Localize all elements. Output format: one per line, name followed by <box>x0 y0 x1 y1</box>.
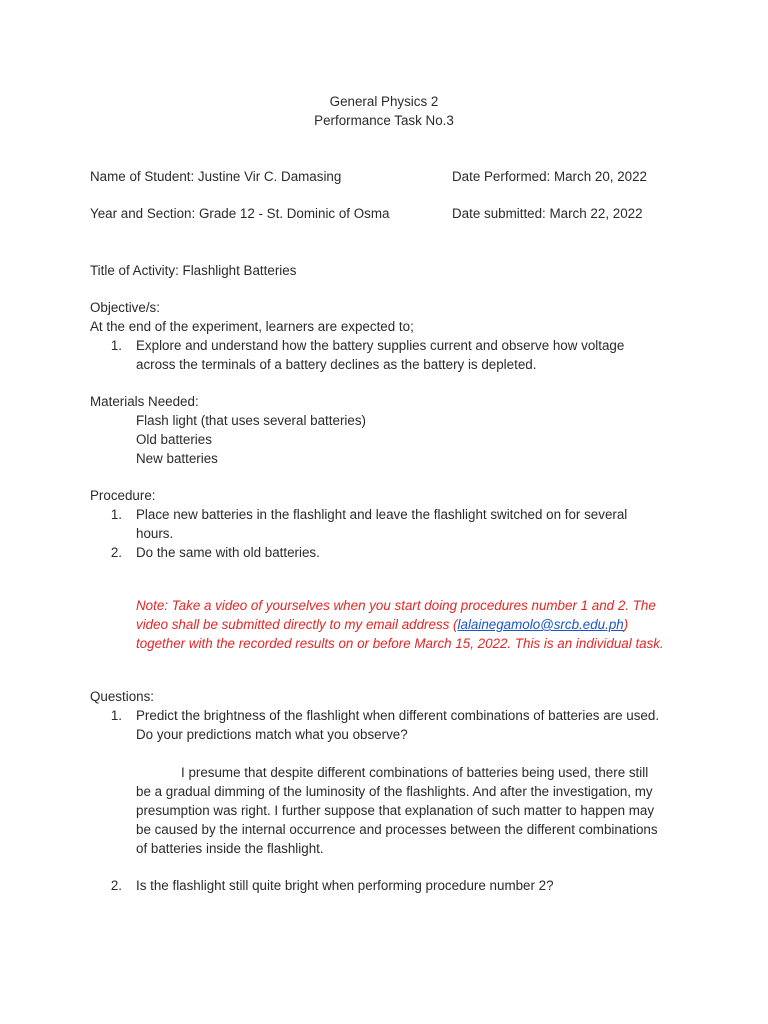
note-line: together with the recorded results on or before March 15, 2022. This is an individual task. <box>136 636 664 651</box>
question-line: Is the flashlight still quite bright when performing procedure number 2? <box>136 878 554 893</box>
question-number: 1. <box>110 708 122 723</box>
course-title: General Physics 2 <box>329 94 439 109</box>
note-line <box>136 615 628 634</box>
material-item: Old batteries <box>136 432 212 447</box>
year-section: Year and Section: Grade 12 - St. Dominic of Osma <box>90 206 390 221</box>
question-number: 2. <box>110 878 122 893</box>
date-submitted: Date submitted: March 22, 2022 <box>452 206 643 221</box>
answer-line: be caused by the internal occurrence and processes between the different combinations <box>136 822 658 837</box>
procedure-number: 1. <box>110 507 122 522</box>
activity-title: Title of Activity: Flashlight Batteries <box>90 263 297 278</box>
questions-heading: Questions: <box>90 689 155 704</box>
date-performed: Date Performed: March 20, 2022 <box>452 169 648 184</box>
answer-line: of batteries inside the flashlight. <box>136 841 324 856</box>
materials-heading: Materials Needed: <box>90 394 199 409</box>
objective-line: Explore and understand how the battery supplies current and observe how voltage <box>136 338 625 353</box>
procedure-line: Place new batteries in the flashlight and leave the flashlight switched on for several <box>136 507 628 522</box>
note-text: video shall be submitted directly to my email address ( <box>136 617 458 632</box>
material-item: Flash light (that uses several batteries) <box>136 413 366 428</box>
procedure-heading: Procedure: <box>90 488 156 503</box>
objective-number: 1. <box>110 338 122 353</box>
note-text: ) <box>623 617 629 632</box>
procedure-number: 2. <box>110 545 122 560</box>
note-line: Note: Take a video of yourselves when you start doing procedures number 1 and 2. The <box>136 598 656 613</box>
answer-line: be a gradual dimming of the luminosity of the flashlights. And after the investigation, my <box>136 784 653 799</box>
objectives-intro: At the end of the experiment, learners are expected to; <box>90 319 414 334</box>
material-item: New batteries <box>136 451 218 466</box>
objective-line: across the terminals of a battery declines as the battery is depleted. <box>136 357 537 372</box>
answer-line: I presume that despite different combinations of batteries being used, there still <box>181 765 649 780</box>
answer-line: presumption was right. I further suppose that explanation of such matter to happen may <box>136 803 655 818</box>
question-line: Do your predictions match what you observe? <box>136 727 408 742</box>
procedure-line: Do the same with old batteries. <box>136 545 320 560</box>
question-line: Predict the brightness of the flashlight when different combinations of batteries are used. <box>136 708 660 723</box>
task-title: Performance Task No.3 <box>314 113 454 128</box>
objectives-heading: Objective/s: <box>90 300 160 315</box>
procedure-line: hours. <box>136 526 174 541</box>
student-name: Name of Student: Justine Vir C. Damasing <box>90 169 342 184</box>
email-link[interactable]: lalainegamolo@srcb.edu.ph <box>457 617 624 632</box>
